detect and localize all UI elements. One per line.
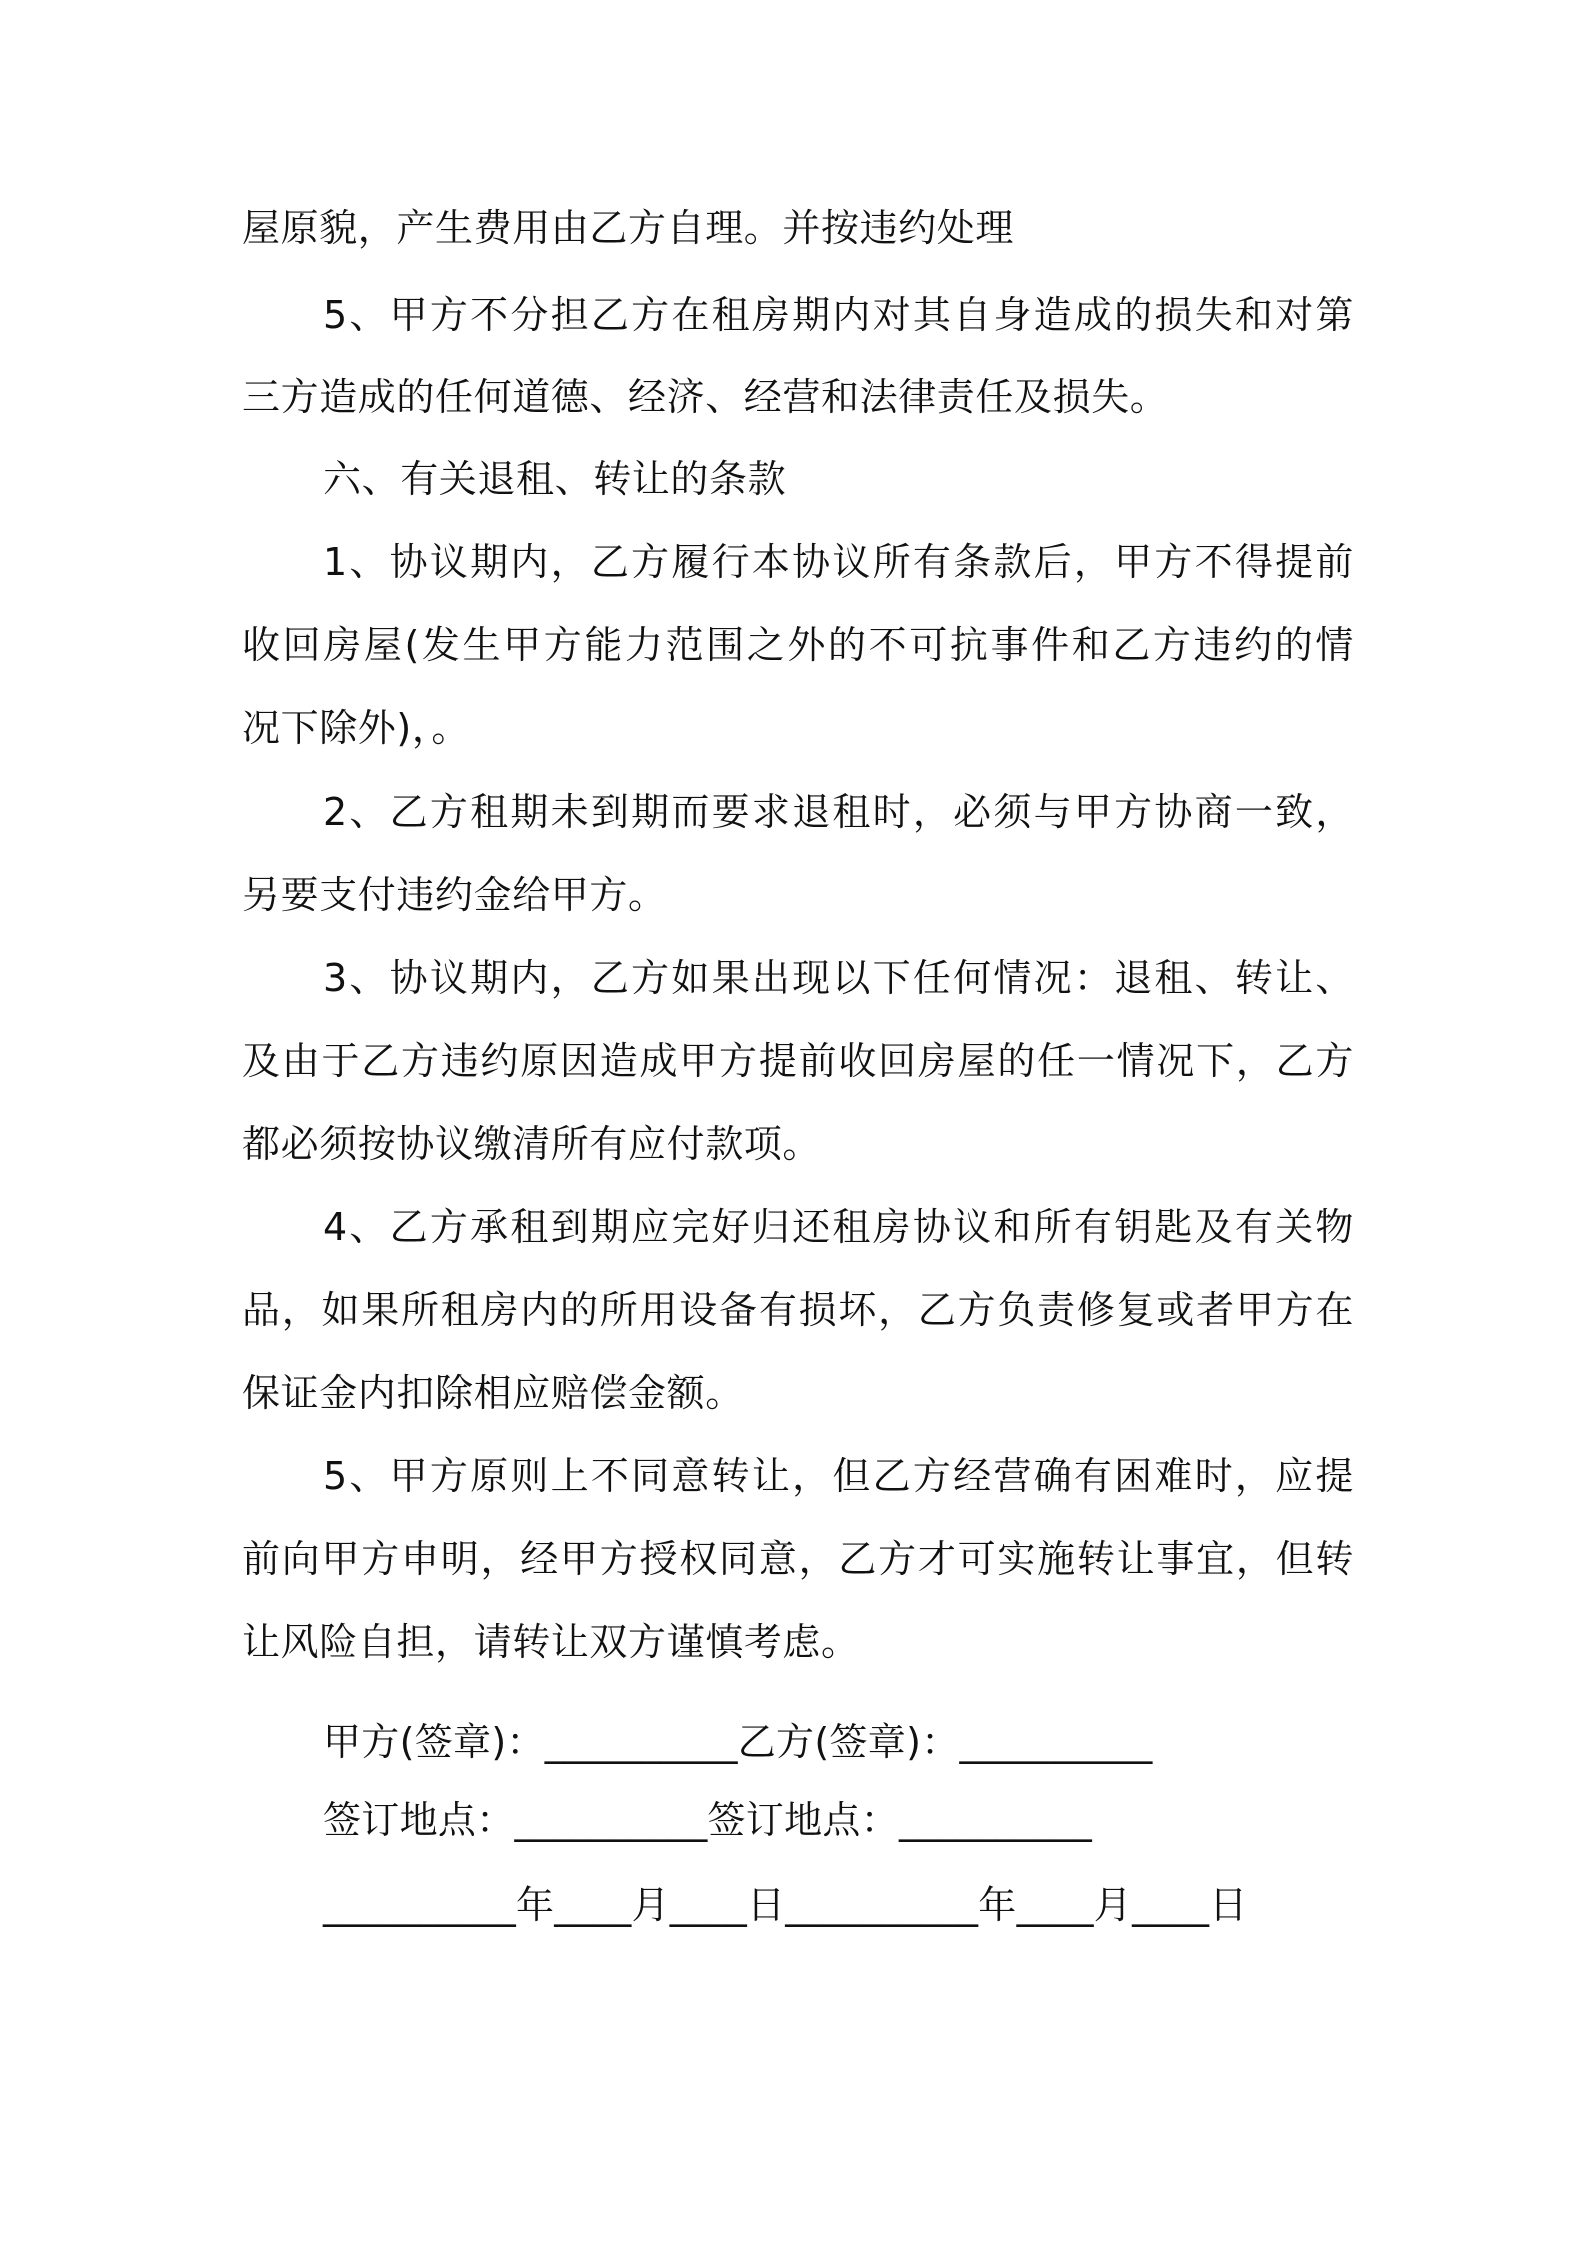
paragraph-line: 让风险自担，请转让双方谨慎考虑。	[242, 1620, 860, 1664]
paragraph-line: 另要支付违约金给甲方。	[242, 873, 667, 917]
paragraph-line: 况下除外)，。	[242, 706, 471, 750]
paragraph-line: 1、协议期内，乙方履行本协议所有条款后，甲方不得提前	[323, 540, 1354, 584]
paragraph-line: 收回房屋(发生甲方能力范围之外的不可抗事件和乙方违约的情	[242, 623, 1354, 667]
paragraph-line: 及由于乙方违约原因造成甲方提前收回房屋的任一情况下，乙方	[242, 1039, 1354, 1083]
signature-party-line: 甲方(签章)：__________乙方(签章)：__________	[323, 1720, 1153, 1764]
section-heading: 六、有关退租、转让的条款	[323, 457, 787, 501]
paragraph-line: 前向甲方申明，经甲方授权同意，乙方才可实施转让事宜，但转	[242, 1537, 1354, 1581]
paragraph-line: 3、协议期内，乙方如果出现以下任何情况：退租、转让、	[323, 956, 1354, 1000]
signature-place-line: 签订地点：__________签订地点：__________	[323, 1798, 1093, 1842]
paragraph-line: 三方造成的任何道德、经济、经营和法律责任及损失。	[242, 375, 1169, 419]
signature-date-line: __________年____月____日__________年____月____日	[323, 1883, 1248, 1927]
paragraph-line: 保证金内扣除相应赔偿金额。	[242, 1371, 744, 1415]
paragraph-line: 4、乙方承租到期应完好归还租房协议和所有钥匙及有关物	[323, 1205, 1354, 1249]
paragraph-line: 品，如果所租房内的所用设备有损坏，乙方负责修复或者甲方在	[242, 1288, 1354, 1332]
paragraph-line: 2、乙方租期未到期而要求退租时，必须与甲方协商一致，	[323, 790, 1354, 834]
paragraph-line: 屋原貌，产生费用由乙方自理。并按违约处理	[242, 206, 1015, 250]
paragraph-line: 都必须按协议缴清所有应付款项。	[242, 1122, 822, 1166]
paragraph-line: 5、甲方原则上不同意转让，但乙方经营确有困难时，应提	[323, 1454, 1354, 1498]
paragraph-line: 5、甲方不分担乙方在租房期内对其自身造成的损失和对第	[323, 293, 1354, 337]
